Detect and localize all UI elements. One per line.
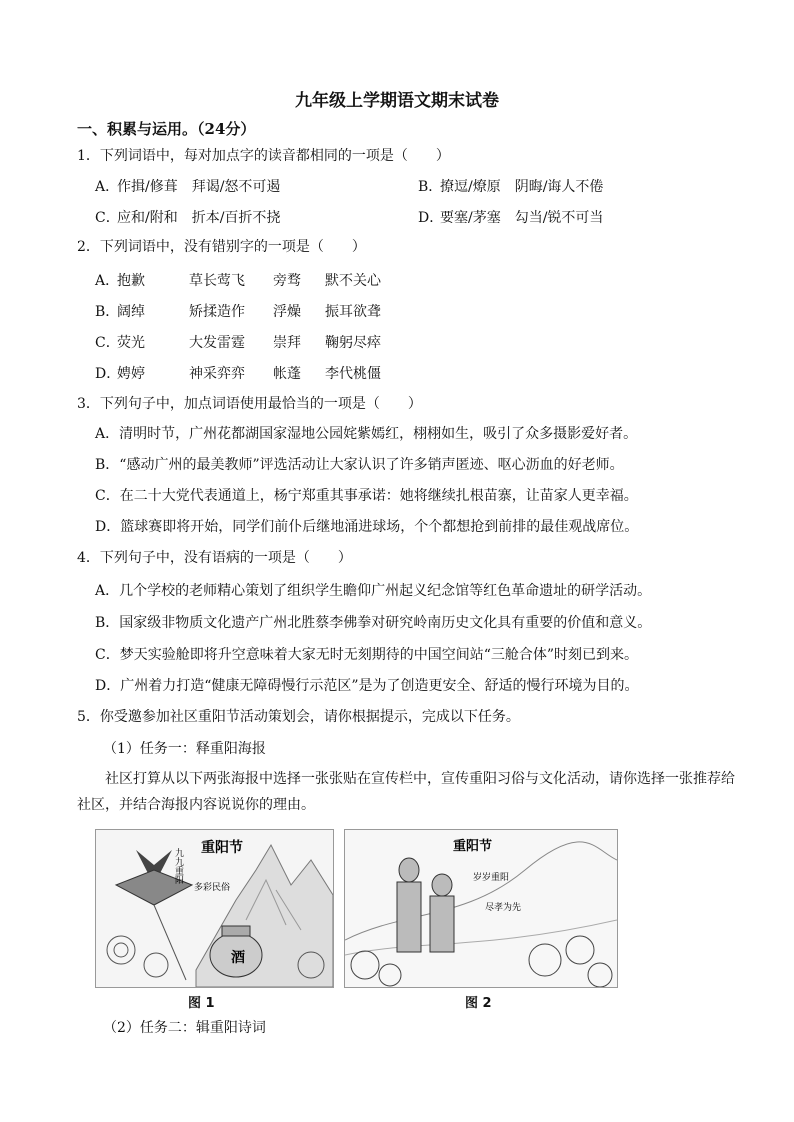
option-word: 抱歉 xyxy=(117,273,145,289)
poster-2-label: 岁岁重阳 xyxy=(473,873,510,883)
page-title: 九年级上学期语文期末试卷 xyxy=(295,91,499,111)
poster-1-drawing xyxy=(96,830,333,987)
q2-option-c xyxy=(95,332,381,352)
option-label: B． xyxy=(418,179,443,195)
option-word: 李代桃僵 xyxy=(325,366,381,382)
poster-image-1 xyxy=(95,829,334,988)
poster-2-drawing xyxy=(345,830,617,987)
option-label: C． xyxy=(95,335,120,351)
q3-stem: 3．下列句子中，加点词语使用最恰当的一项是（ ） xyxy=(77,396,422,412)
task2-heading: （2）任务二：辑重阳诗词 xyxy=(103,1020,266,1036)
option-word: 阔绰 xyxy=(117,304,145,320)
q3-option-d: D．篮球赛即将开始，同学们前仆后继地涌进球场，个个都想抢到前排的最佳观战席位。 xyxy=(95,519,639,535)
option-word: 荧光 xyxy=(117,335,145,351)
poster-1-title: 重阳节 xyxy=(201,840,243,856)
option-word: 大发雷霆 xyxy=(189,335,245,351)
task1-description: 社区打算从以下两张海报中选择一张张贴在宣传栏中，宣传重阳习俗与文化活动，请你选择一张推荐给社区，并结合海报内容说说你的理由。 xyxy=(77,771,735,813)
option-word: 鞠躬尽瘁 xyxy=(325,335,381,351)
option-word: 帐蓬 xyxy=(273,366,301,382)
option-word: 默不关心 xyxy=(325,273,381,289)
q1-stem: 1．下列词语中，每对加点字的读音都相同的一项是（ ） xyxy=(77,148,450,164)
figure-1-caption: 图 1 xyxy=(188,996,215,1011)
poster-image-2 xyxy=(344,829,618,988)
q4-option-d: D．广州着力打造“健康无障碍慢行示范区”是为了创造更安全、舒适的慢行环境为目的。 xyxy=(95,678,639,694)
q4-option-a: A．几个学校的老师精心策划了组织学生瞻仰广州起义纪念馆等红色革命遗址的研学活动。 xyxy=(95,583,652,599)
option-word: 崇拜 xyxy=(273,335,301,351)
option-label: A． xyxy=(95,273,120,289)
figure-2-caption: 图 2 xyxy=(465,996,492,1011)
option-text: 应和/附和 折本/百折不挠 xyxy=(117,210,281,226)
q3-option-b: B．“感动广州的最美教师”评选活动让大家认识了许多销声匿迹、呕心沥血的好老师。 xyxy=(95,457,624,473)
q4-option-c: C．梦天实验舱即将升空意味着大家无时无刻期待的中国空间站“三舱合体”时刻已到来。 xyxy=(95,647,639,663)
q2-option-d xyxy=(95,363,381,383)
option-text: 要塞/茅塞 勾当/锐不可当 xyxy=(440,210,604,226)
q4-option-b: B．国家级非物质文化遗产广州北胜蔡李佛拳对研究岭南历史文化具有重要的价值和意义。 xyxy=(95,615,652,631)
q2-option-b xyxy=(95,301,381,321)
option-text: 撩逗/燎原 阴晦/诲人不倦 xyxy=(440,179,604,195)
option-word: 矫揉造作 xyxy=(189,304,245,320)
q3-option-c: C．在二十大党代表通道上，杨宁郑重其事承诺：她将继续扎根苗寨，让苗家人更幸福。 xyxy=(95,488,638,504)
option-label: A． xyxy=(95,179,120,195)
section-heading: 一、积累与运用。（24分） xyxy=(77,120,256,138)
option-word: 浮燥 xyxy=(273,304,301,320)
option-label: B． xyxy=(95,304,120,320)
q1-option-a xyxy=(95,176,280,196)
q1-option-c xyxy=(95,207,280,227)
q5-stem: 5．你受邀参加社区重阳节活动策划会，请你根据提示，完成以下任务。 xyxy=(77,709,520,725)
option-text: 作揖/修葺 拜谒/怒不可遏 xyxy=(117,179,281,195)
wine-jar-label: 酒 xyxy=(231,950,245,966)
q2-option-a xyxy=(95,270,381,290)
poster-1-label: 九九重阳 xyxy=(173,848,183,884)
option-label: D． xyxy=(95,366,121,382)
poster-2-title: 重阳节 xyxy=(453,839,493,854)
option-word: 振耳欲聋 xyxy=(325,304,381,320)
option-word: 草长莺飞 xyxy=(189,273,245,289)
poster-2-subtitle: 尽孝为先 xyxy=(485,903,522,913)
task1-heading: （1）任务一：释重阳海报 xyxy=(103,741,266,757)
q4-stem: 4．下列句子中，没有语病的一项是（ ） xyxy=(77,550,352,566)
option-word: 旁骛 xyxy=(273,273,301,289)
poster-1-subtitle: 多彩民俗 xyxy=(194,883,231,893)
option-label: D． xyxy=(418,210,444,226)
q3-option-a: A．清明时节，广州花都湖国家湿地公园姹紫嫣红，栩栩如生，吸引了众多摄影爱好者。 xyxy=(95,426,638,442)
option-word: 神采弈弈 xyxy=(189,366,245,382)
option-word: 娉婷 xyxy=(117,366,145,382)
q1-option-d xyxy=(418,207,603,227)
q1-option-b xyxy=(418,176,603,196)
q2-stem: 2．下列词语中，没有错别字的一项是（ ） xyxy=(77,239,366,255)
option-label: C． xyxy=(95,210,120,226)
